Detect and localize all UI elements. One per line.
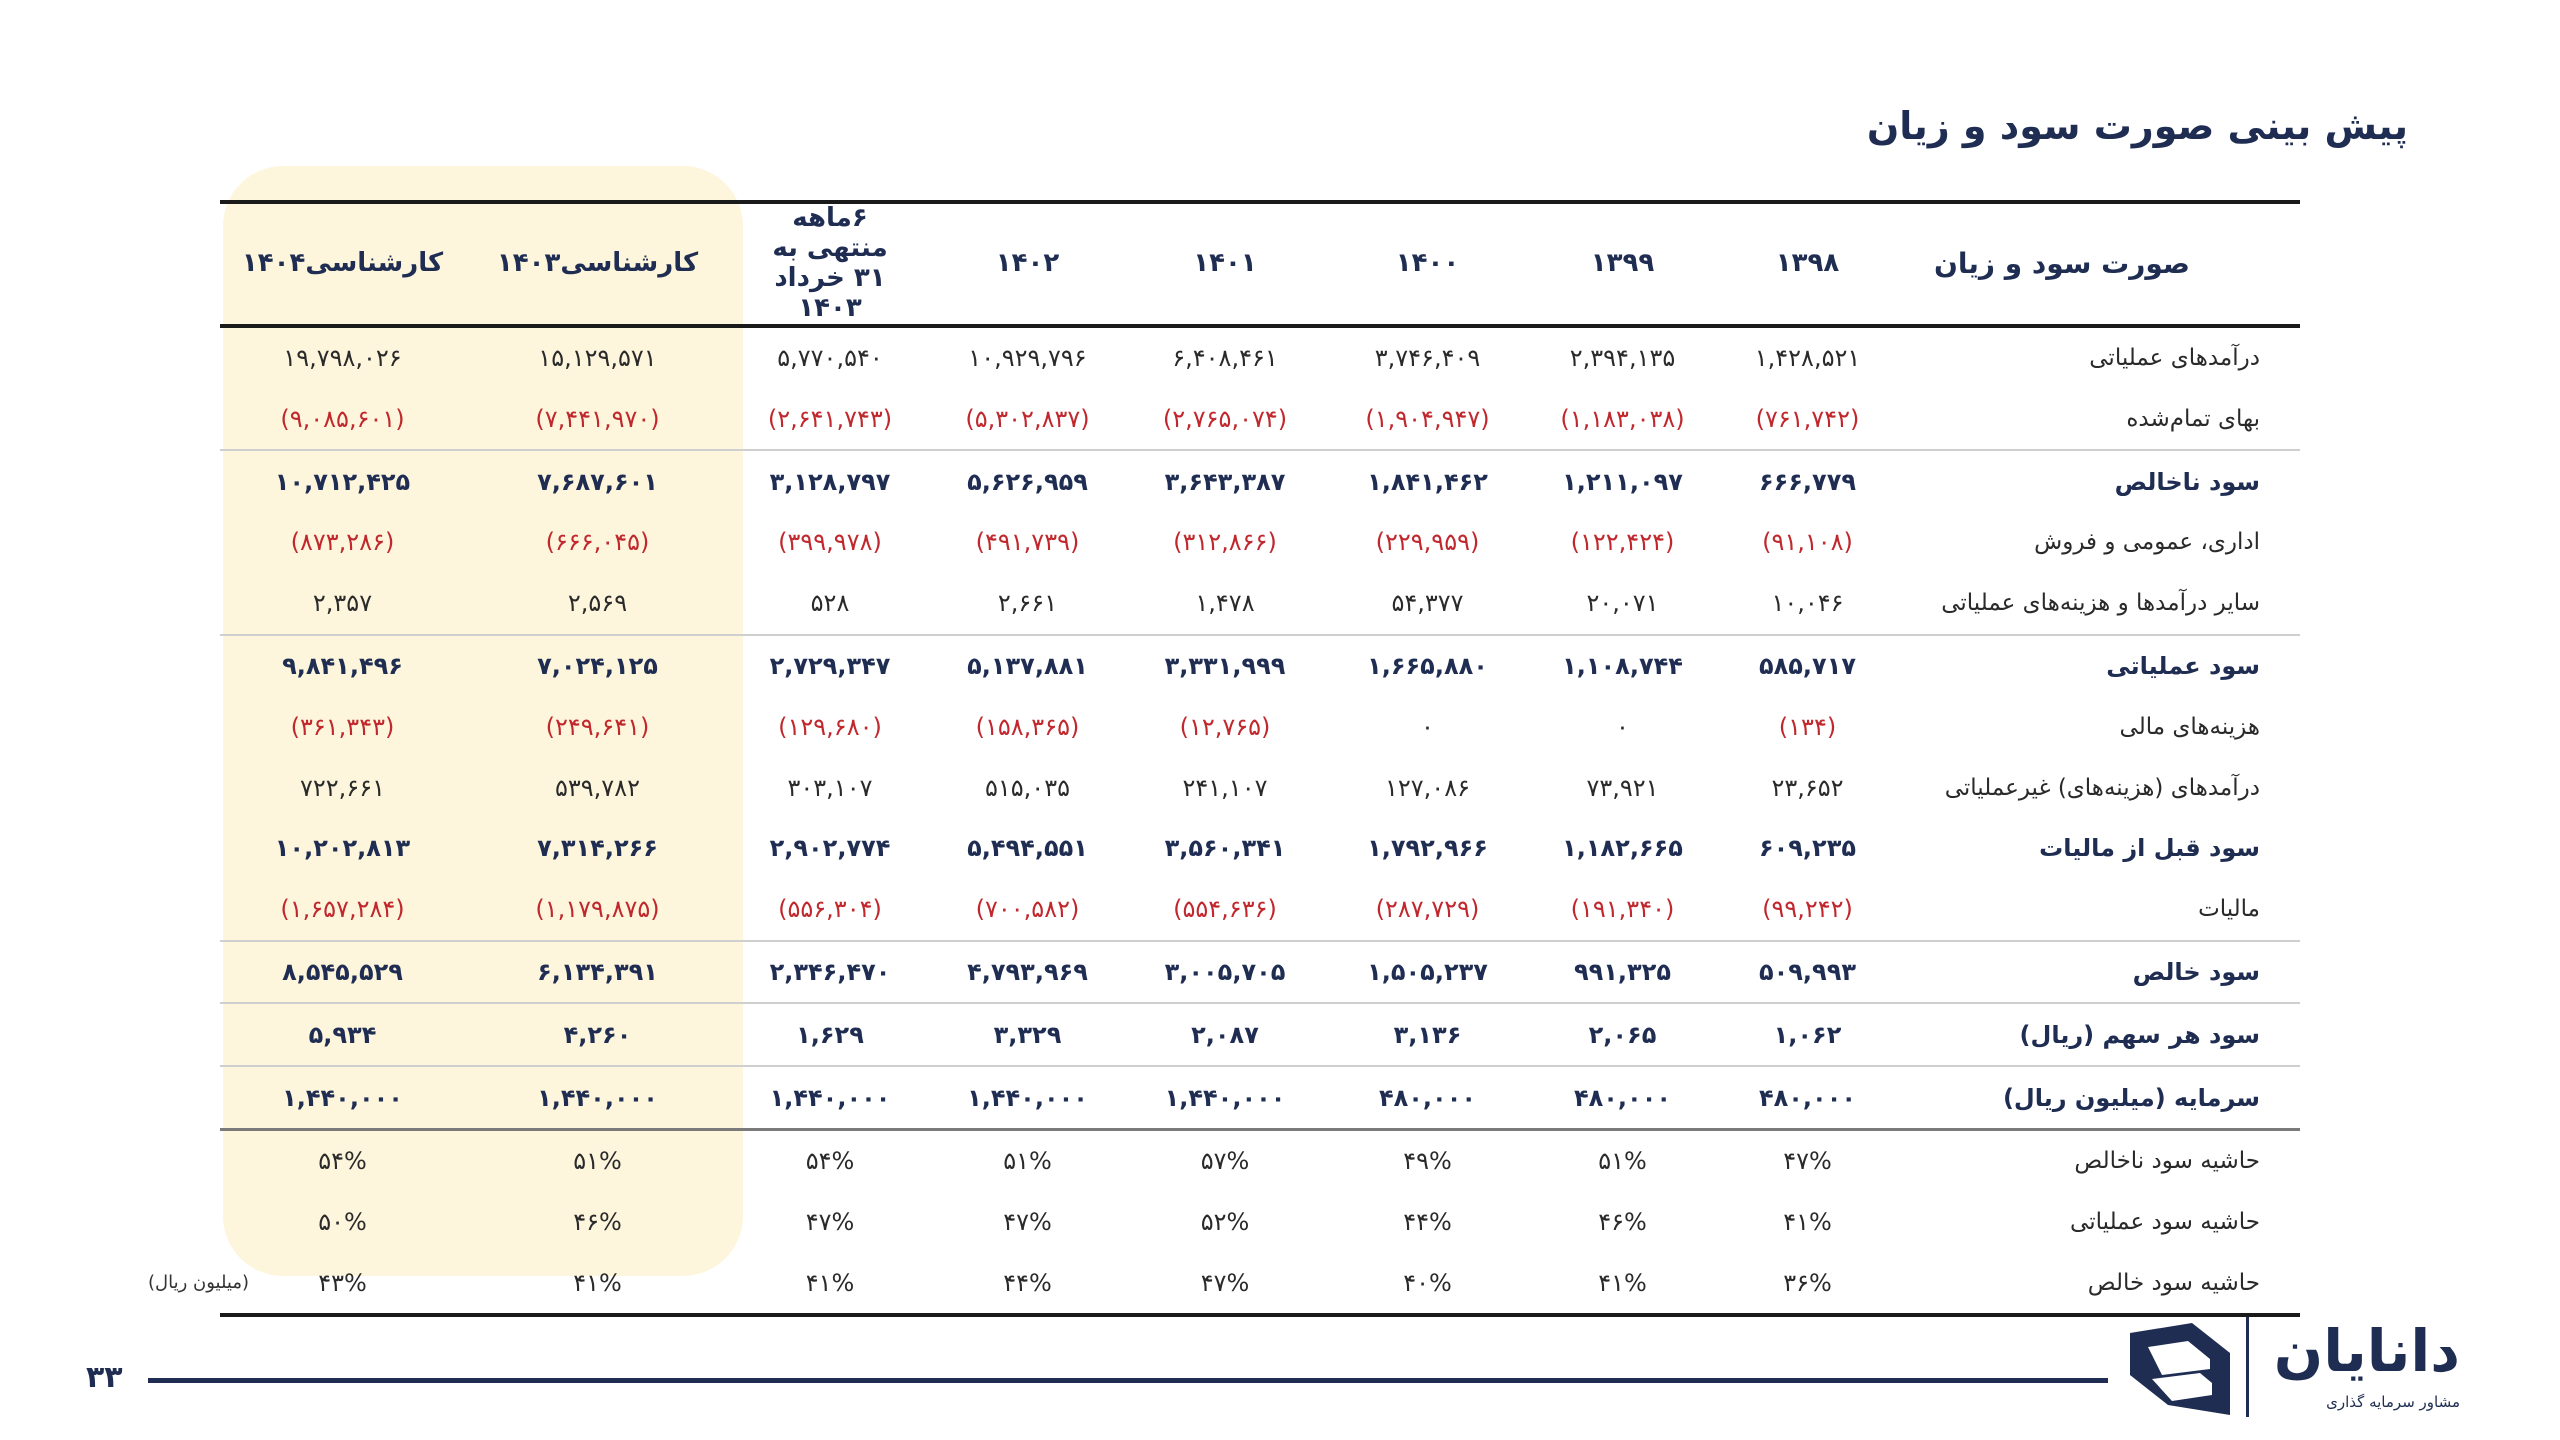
table-cell: (۹,۰۸۵,۶۰۱) bbox=[220, 388, 465, 450]
unit-note: (میلیون ریال) bbox=[148, 1272, 250, 1293]
table-cell: (۹۹,۲۴۲) bbox=[1715, 879, 1900, 941]
table-cell: ۹,۸۴۱,۴۹۶ bbox=[282, 651, 403, 680]
row-label: بهای تمام‌شده bbox=[1900, 388, 2300, 450]
table-cell: ۴۹% bbox=[1403, 1147, 1452, 1176]
header-year: ۱۴۰۱ bbox=[1125, 202, 1325, 326]
table-cell: ۱,۴۲۸,۵۲۱ bbox=[1754, 343, 1861, 372]
table-cell: ۵۱% bbox=[1003, 1147, 1052, 1176]
table-cell: ۱,۶۲۹ bbox=[730, 1003, 930, 1066]
table-cell: ۷,۳۱۴,۲۶۶ bbox=[537, 834, 658, 863]
table-row bbox=[220, 635, 2300, 697]
row-label: حاشیه سود خالص bbox=[1900, 1253, 2300, 1316]
table-cell: (۳۱۲,۸۶۶) bbox=[1173, 528, 1277, 557]
table-cell: ۴,۲۶۰ bbox=[465, 1003, 730, 1066]
row-label: سود قبل از مالیات bbox=[2039, 834, 2260, 863]
table-cell: ۴۷% bbox=[1003, 1208, 1052, 1237]
table-cell: ۵۴% bbox=[805, 1147, 855, 1176]
table-cell: ۹۹۱,۳۲۵ bbox=[1530, 941, 1715, 1004]
table-row bbox=[220, 573, 2300, 635]
income-statement-table bbox=[220, 200, 2300, 1317]
table-cell: ۴۳% bbox=[220, 1253, 465, 1316]
table-cell: (۱,۹۰۴,۹۴۷) bbox=[1325, 388, 1530, 450]
table-cell: ۲۰,۰۷۱ bbox=[1530, 573, 1715, 635]
table-cell: (۷۰۰,۵۸۲) bbox=[930, 879, 1125, 941]
table-cell: ۱,۶۶۵,۸۸۰ bbox=[1367, 651, 1488, 680]
table-cell: (۳۶۱,۳۴۳) bbox=[290, 712, 395, 741]
table-cell: ۲,۳۴۶,۴۷۰ bbox=[730, 941, 930, 1004]
table-cell: ۱,۱۰۸,۷۴۴ bbox=[1562, 651, 1683, 680]
table-cell: ۱,۷۹۲,۹۶۶ bbox=[1367, 834, 1488, 863]
table-cell: ۱,۴۴۰,۰۰۰ bbox=[930, 1066, 1125, 1129]
table-cell: (۲,۶۴۱,۷۴۳) bbox=[730, 388, 930, 450]
table-cell: ۷,۶۸۷,۶۰۱ bbox=[537, 467, 658, 496]
row-label: مالیات bbox=[1900, 879, 2300, 941]
table-cell: ۰ bbox=[1421, 712, 1434, 741]
footer-divider bbox=[148, 1378, 2108, 1383]
table-cell: ۳,۶۴۳,۳۸۷ bbox=[1164, 467, 1286, 496]
table-cell: ۴۱% bbox=[1530, 1253, 1715, 1316]
table-cell: ۲,۷۲۹,۳۴۷ bbox=[769, 651, 891, 680]
table-cell: ۶۶۶,۷۷۹ bbox=[1758, 467, 1856, 496]
row-label: سود عملیاتی bbox=[2106, 651, 2260, 680]
table-cell: ۵,۷۷۰,۵۴۰ bbox=[777, 343, 883, 372]
table-cell: ۴۱% bbox=[465, 1253, 730, 1316]
table-cell: (۱۲۹,۶۸۰) bbox=[778, 712, 882, 741]
table-cell: ۷,۰۲۴,۱۲۵ bbox=[537, 651, 658, 680]
row-label: سود هر سهم (ریال) bbox=[1900, 1003, 2300, 1066]
table-cell: ۳,۱۲۸,۷۹۷ bbox=[769, 467, 891, 496]
table-cell: ۲,۳۹۴,۱۳۵ bbox=[1569, 343, 1676, 372]
table-cell: ۵,۱۳۷,۸۸۱ bbox=[967, 651, 1088, 680]
table-cell: ۳,۵۶۰,۳۴۱ bbox=[1164, 834, 1286, 863]
table-cell: ۱,۱۸۲,۶۶۵ bbox=[1562, 834, 1683, 863]
table-cell: (۲۸۷,۷۲۹) bbox=[1325, 879, 1530, 941]
table-cell: ۳۶% bbox=[1715, 1253, 1900, 1316]
table-cell: (۷۶۱,۷۴۲) bbox=[1715, 388, 1900, 450]
row-label: سود ناخالص bbox=[2114, 467, 2260, 496]
row-label: هزینه‌های مالی bbox=[2119, 713, 2260, 740]
header-forecast: کارشناسی۱۴۰۳ bbox=[465, 202, 730, 326]
table-cell: (۵۵۶,۳۰۴) bbox=[730, 879, 930, 941]
table-cell: ۱,۵۰۵,۲۳۷ bbox=[1325, 941, 1530, 1004]
table-cell: ۶,۴۰۸,۴۶۱ bbox=[1172, 343, 1278, 372]
table-cell: ۱,۴۴۰,۰۰۰ bbox=[465, 1066, 730, 1129]
row-label: حاشیه سود ناخالص bbox=[2074, 1148, 2260, 1175]
table-cell: ۵۳۹,۷۸۲ bbox=[555, 773, 640, 802]
table-row bbox=[220, 757, 2300, 818]
table-row bbox=[220, 696, 2300, 757]
table-cell: ۴۸۰,۰۰۰ bbox=[1530, 1066, 1715, 1129]
table-cell: ۵۱۵,۰۳۵ bbox=[985, 773, 1070, 802]
header-label: صورت سود و زیان bbox=[1900, 202, 2300, 326]
table-cell: ۵۸۵,۷۱۷ bbox=[1758, 651, 1856, 680]
table-row bbox=[220, 941, 2300, 1004]
table-cell: ۲۳,۶۵۲ bbox=[1771, 773, 1844, 802]
table-cell: (۲۴۹,۶۴۱) bbox=[545, 712, 650, 741]
table-row bbox=[220, 388, 2300, 450]
table-cell: ۱۰,۲۰۲,۸۱۳ bbox=[274, 834, 411, 863]
table-cell: ۵۱% bbox=[1598, 1147, 1647, 1176]
table-cell: (۱۲۲,۴۲۴) bbox=[1570, 528, 1675, 557]
table-cell: (۲,۷۶۵,۰۷۴) bbox=[1125, 388, 1325, 450]
table-row bbox=[220, 1066, 2300, 1129]
table-cell: (۱۲,۷۶۵) bbox=[1179, 712, 1271, 741]
table-cell: (۸۷۳,۲۸۶) bbox=[290, 528, 395, 557]
table-cell: (۱,۶۵۷,۲۸۴) bbox=[220, 879, 465, 941]
table-cell: ۱,۴۷۸ bbox=[1125, 573, 1325, 635]
header-forecast: کارشناسی۱۴۰۴ bbox=[220, 202, 465, 326]
table-row bbox=[220, 818, 2300, 879]
table-cell: ۱,۴۴۰,۰۰۰ bbox=[730, 1066, 930, 1129]
row-label: اداری، عمومی و فروش bbox=[2034, 529, 2260, 556]
table-cell: ۵۰۹,۹۹۳ bbox=[1715, 941, 1900, 1004]
table-cell: ۱,۰۶۲ bbox=[1715, 1003, 1900, 1066]
table-cell: ۶۰۹,۲۳۵ bbox=[1758, 834, 1856, 863]
row-label: سایر درآمدها و هزینه‌های عملیاتی bbox=[1900, 573, 2300, 635]
table-row bbox=[220, 1003, 2300, 1066]
table-cell: ۲۴۱,۱۰۷ bbox=[1182, 773, 1268, 802]
table-cell: ۵۰% bbox=[318, 1208, 367, 1237]
table-row bbox=[220, 1192, 2300, 1253]
page-number: ۳۳ bbox=[86, 1360, 123, 1395]
table-cell: ۱۰,۰۴۶ bbox=[1715, 573, 1900, 635]
table-cell: ۴۴% bbox=[930, 1253, 1125, 1316]
header-year: ۱۳۹۸ bbox=[1715, 202, 1900, 326]
table-cell: ۴۴% bbox=[1403, 1208, 1452, 1237]
row-label: سود خالص bbox=[1900, 941, 2300, 1004]
table-cell: (۶۶۶,۰۴۵) bbox=[545, 528, 650, 557]
table-cell: ۵۲% bbox=[1200, 1208, 1250, 1237]
table-cell: ۳,۳۲۹ bbox=[930, 1003, 1125, 1066]
company-logo bbox=[2130, 1315, 2460, 1425]
page-title: پیش بینی صورت سود و زیان bbox=[1866, 104, 2408, 148]
table-cell: (۱,۱۷۹,۸۷۵) bbox=[465, 879, 730, 941]
table-cell: ۵۴,۳۷۷ bbox=[1325, 573, 1530, 635]
table-cell: ۴۶% bbox=[573, 1208, 622, 1237]
table-cell: (۱۵۸,۳۶۵) bbox=[975, 712, 1080, 741]
logo-tagline: مشاور سرمایه گذاری bbox=[2326, 1393, 2460, 1411]
table-header-row bbox=[220, 202, 2300, 326]
table-cell: (۵,۳۰۲,۸۳۷) bbox=[930, 388, 1125, 450]
table-cell: ۱,۲۱۱,۰۹۷ bbox=[1562, 467, 1683, 496]
table-row bbox=[220, 1253, 2300, 1316]
table-cell: ۳,۰۰۵,۷۰۵ bbox=[1125, 941, 1325, 1004]
table-cell: ۴۶% bbox=[1598, 1208, 1647, 1237]
row-label: درآمدهای (هزینه‌های) غیرعملیاتی bbox=[1944, 774, 2260, 801]
table-cell: ۲,۶۶۱ bbox=[930, 573, 1125, 635]
table-cell: ۱,۸۴۱,۴۶۲ bbox=[1367, 467, 1488, 496]
table-cell: ۵,۴۹۴,۵۵۱ bbox=[967, 834, 1088, 863]
table-cell: ۳,۷۴۶,۴۰۹ bbox=[1374, 343, 1481, 372]
table-cell: ۵۱% bbox=[573, 1147, 622, 1176]
table-cell: (۲۲۹,۹۵۹) bbox=[1375, 528, 1480, 557]
table-row bbox=[220, 450, 2300, 512]
table-cell: (۴۹۱,۷۳۹) bbox=[975, 528, 1080, 557]
table-cell: ۱۵,۱۲۹,۵۷۱ bbox=[538, 343, 657, 372]
table-cell: ۴۱% bbox=[730, 1253, 930, 1316]
table-cell: ۵,۶۲۶,۹۵۹ bbox=[967, 467, 1088, 496]
logo-separator bbox=[2246, 1317, 2249, 1417]
header-year: ۱۳۹۹ bbox=[1530, 202, 1715, 326]
table-cell: ۳,۳۳۱,۹۹۹ bbox=[1164, 651, 1286, 680]
table-cell: (۱۳۴) bbox=[1778, 712, 1837, 741]
table-cell: ۴۷% bbox=[1125, 1253, 1325, 1316]
table-cell: ۲,۹۰۲,۷۷۴ bbox=[769, 834, 891, 863]
table-cell: ۸,۵۴۵,۵۲۹ bbox=[220, 941, 465, 1004]
table-row bbox=[220, 512, 2300, 573]
table-cell: ۶,۱۳۴,۳۹۱ bbox=[465, 941, 730, 1004]
row-label: حاشیه سود عملیاتی bbox=[2070, 1209, 2260, 1236]
table-cell: ۲,۳۵۷ bbox=[220, 573, 465, 635]
table-cell: (۷,۴۴۱,۹۷۰) bbox=[465, 388, 730, 450]
table-cell: ۴۸۰,۰۰۰ bbox=[1325, 1066, 1530, 1129]
table-cell: ۱۲۷,۰۸۶ bbox=[1385, 773, 1470, 802]
table-cell: ۰ bbox=[1616, 712, 1629, 741]
table-cell: ۲,۰۶۵ bbox=[1530, 1003, 1715, 1066]
table-cell: ۴۸۰,۰۰۰ bbox=[1715, 1066, 1900, 1129]
table-cell: ۱,۴۴۰,۰۰۰ bbox=[220, 1066, 465, 1129]
table-cell: ۱۰,۹۲۹,۷۹۶ bbox=[968, 343, 1087, 372]
row-label: درآمدهای عملیاتی bbox=[2089, 344, 2260, 371]
table-cell: ۴۷% bbox=[805, 1208, 855, 1237]
row-label: سرمایه (میلیون ریال) bbox=[1900, 1066, 2300, 1129]
table-row bbox=[220, 1129, 2300, 1191]
logo-name: دانایان bbox=[2273, 1317, 2460, 1385]
table-row bbox=[220, 326, 2300, 389]
table-cell: ۵,۹۳۴ bbox=[220, 1003, 465, 1066]
table-cell: (۱۹۱,۳۴۰) bbox=[1530, 879, 1715, 941]
table-cell: ۷۲۲,۶۶۱ bbox=[300, 773, 385, 802]
table-cell: (۱,۱۸۳,۰۳۸) bbox=[1530, 388, 1715, 450]
table-cell: ۷۳,۹۲۱ bbox=[1586, 773, 1659, 802]
header-six-month: ۶ماهه منتهی به ۳۱ خرداد ۱۴۰۳ bbox=[730, 202, 930, 326]
table-cell: ۴,۷۹۳,۹۶۹ bbox=[930, 941, 1125, 1004]
table-cell: ۲,۰۸۷ bbox=[1125, 1003, 1325, 1066]
table-cell: ۱۹,۷۹۸,۰۲۶ bbox=[283, 343, 402, 372]
table-cell: ۴۷% bbox=[1783, 1147, 1832, 1176]
table-cell: ۵۴% bbox=[318, 1147, 367, 1176]
table-cell: ۳,۱۳۶ bbox=[1325, 1003, 1530, 1066]
table-row bbox=[220, 879, 2300, 941]
table-cell: (۳۹۹,۹۷۸) bbox=[778, 528, 882, 557]
table-cell: ۱۰,۷۱۲,۴۲۵ bbox=[274, 467, 411, 496]
logo-mark-icon bbox=[2130, 1323, 2230, 1415]
table-cell: ۵۷% bbox=[1200, 1147, 1250, 1176]
header-year: ۱۴۰۲ bbox=[930, 202, 1125, 326]
table-cell: ۴۱% bbox=[1783, 1208, 1832, 1237]
table-cell: (۹۱,۱۰۸) bbox=[1762, 528, 1853, 557]
table-cell: ۵۲۸ bbox=[730, 573, 930, 635]
table-cell: (۵۵۴,۶۳۶) bbox=[1125, 879, 1325, 941]
table-cell: ۱,۴۴۰,۰۰۰ bbox=[1125, 1066, 1325, 1129]
table-cell: ۴۰% bbox=[1325, 1253, 1530, 1316]
header-year: ۱۴۰۰ bbox=[1325, 202, 1530, 326]
table-cell: ۲,۵۶۹ bbox=[465, 573, 730, 635]
table-cell: ۳۰۳,۱۰۷ bbox=[787, 773, 873, 802]
